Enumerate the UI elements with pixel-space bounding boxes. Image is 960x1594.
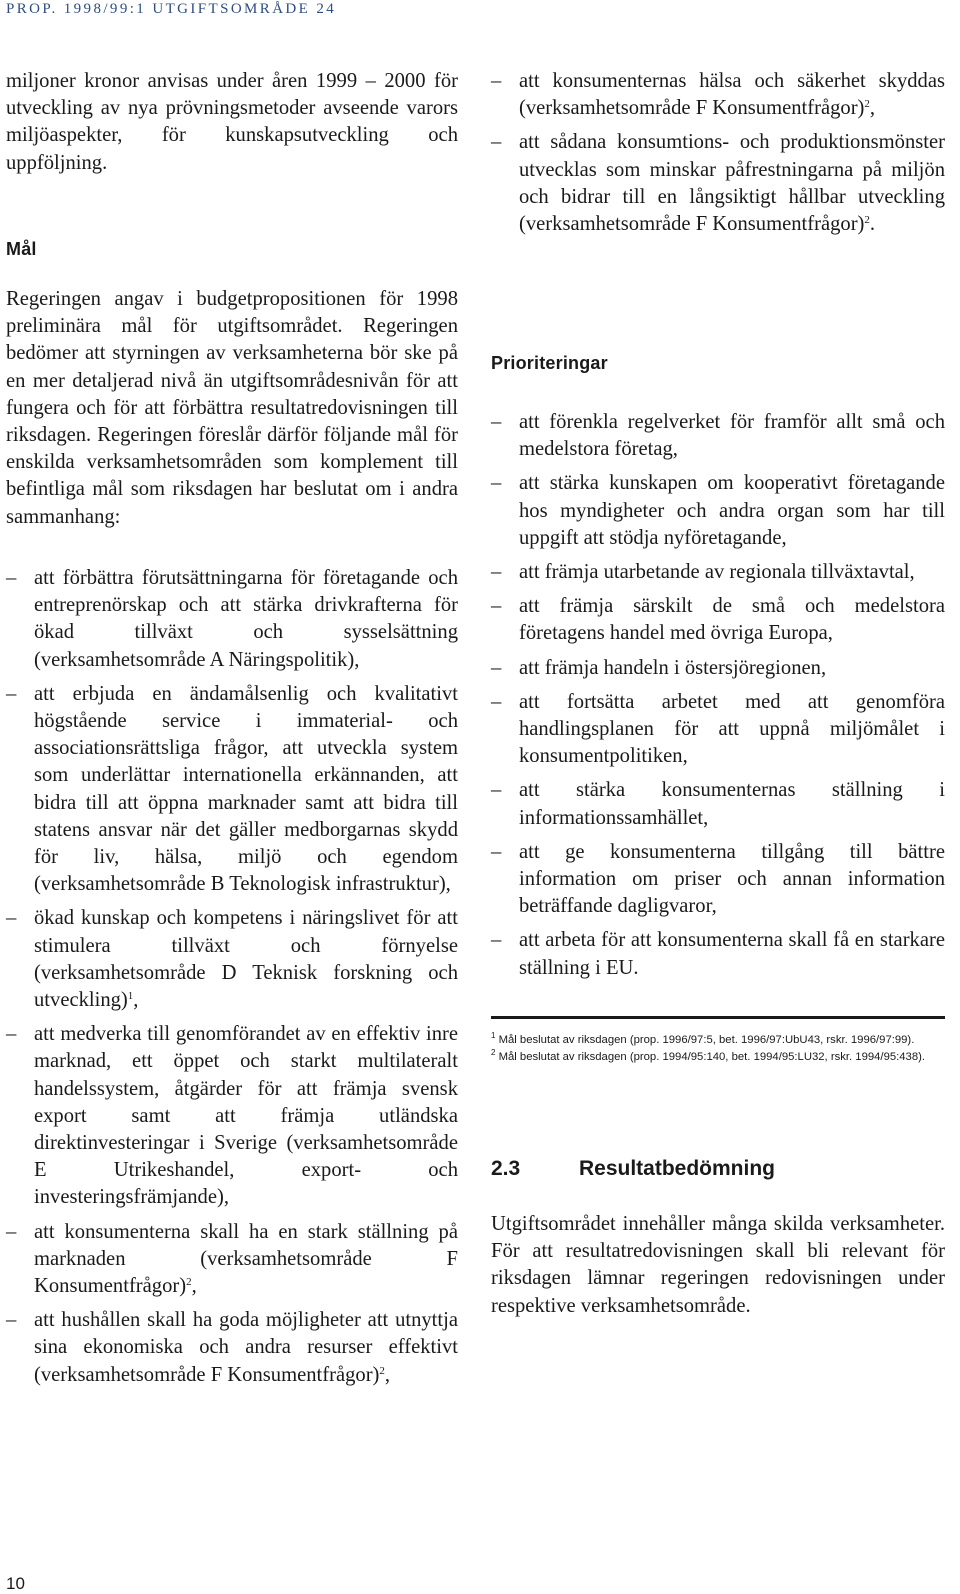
goal-item bbox=[491, 129, 945, 238]
goal-item bbox=[6, 1021, 458, 1211]
footnote-ref: 2 bbox=[186, 1276, 192, 1289]
goal-text: att förbättra förutsättningarna för företagande och entreprenörskap och att stärka drivkrafterna för ökad tillväxt och sysselsättning (verksamhetsområde A Näringspolitik), bbox=[34, 567, 458, 671]
goal-text: att hushållen skall ha goda möjligheter att utnyttja sina ekonomiska och andra resurser effektivt (verksamhetsområde F Konsumentfrågor) bbox=[34, 1309, 458, 1386]
footnote-mark: 1 bbox=[491, 1031, 496, 1040]
section-paragraph: Utgiftsområdet innehåller många skilda verksamheter. För att resultatredovisningen skall bli relevant för riksdagen lämnar regeringen redovisningen under respektive verksamhetsområde. bbox=[491, 1213, 945, 1317]
priority-item: – att stärka konsumenternas ställning i informationssamhället, bbox=[491, 777, 945, 831]
goal-punct: . bbox=[869, 213, 876, 236]
footnote-ref: 2 bbox=[864, 98, 870, 111]
footnote-ref: 1 bbox=[127, 990, 134, 1003]
goal-text: att erbjuda en ändamålsenlig och kvalitativt högstående service i immaterial- och associationsrättsliga frågor, att utveckla system som underlättar internationella erkännanden, att bidra till att öppna marknader samt att bidra till statens ansvar när det gäller medborgarnas skydd för liv, hälsa, miljö och egendom (verksamhetsområde B Teknologisk infrastruktur), bbox=[34, 682, 458, 896]
section-number: 2.3 bbox=[491, 1157, 521, 1180]
footnote-1 bbox=[491, 1032, 945, 1049]
goal-item bbox=[491, 68, 945, 122]
goals-list bbox=[6, 565, 458, 1389]
priority-item: – att stärka kunskapen om kooperativt företagande hos myndigheter och andra organ som har till uppgift att stödja nyföretagande, bbox=[491, 470, 945, 552]
footnote-mark: 2 bbox=[491, 1048, 496, 1057]
goal-item bbox=[6, 1307, 458, 1389]
section-heading bbox=[491, 1155, 775, 1182]
priority-item: – att främja handeln i östersjöregionen, bbox=[491, 655, 945, 682]
priority-item: – att fortsätta arbetet med att genomföra handlingsplanen för att uppnå miljömålet i konsumentpolitiken, bbox=[491, 689, 945, 771]
page-number: 10 bbox=[6, 1574, 25, 1593]
footnote-2 bbox=[491, 1049, 945, 1066]
priority-item: – att arbeta för att konsumenterna skall få en starkare ställning i EU. bbox=[491, 927, 945, 981]
footnote-ref: 2 bbox=[379, 1364, 385, 1377]
footnote-divider bbox=[491, 1016, 945, 1019]
priority-item: – att ge konsumenterna tillgång till bättre information om priser och annan information beträffande dagligvaror, bbox=[491, 839, 945, 921]
footnote-ref: 2 bbox=[864, 214, 870, 227]
goal-item bbox=[6, 905, 458, 1014]
goal-punct: , bbox=[384, 1363, 391, 1386]
goal-punct: , bbox=[191, 1275, 197, 1298]
priorities-list bbox=[491, 409, 945, 982]
goal-text: att konsumenterna skall ha en stark ställning på marknaden (verksamhetsområde F Konsumentfrågor) bbox=[34, 1220, 458, 1298]
goal-punct: , bbox=[869, 97, 876, 120]
footnotes bbox=[491, 1032, 945, 1066]
priority-item: – att förenkla regelverket för framför allt små och medelstora företag, bbox=[491, 409, 945, 463]
goal-punct: , bbox=[133, 989, 139, 1012]
intro-paragraph: miljoner kronor anvisas under åren 1999 – 2000 för utveckling av nya prövningsmetoder avseende varors miljöaspekter, för kunskapsutveckling och uppföljning. bbox=[6, 70, 458, 174]
footnote-text: Mål beslutat av riksdagen (prop. 1996/97:5, bet. 1996/97:UbU43, rskr. 1996/97:99). bbox=[498, 1034, 915, 1046]
goals-continued-list bbox=[491, 68, 945, 238]
footnote-text: Mål beslutat av riksdagen (prop. 1994/95:140, bet. 1994/95:LU32, rskr. 1994/95:438). bbox=[498, 1051, 926, 1063]
priority-item: – att främja utarbetande av regionala tillväxtavtal, bbox=[491, 559, 945, 586]
goal-item bbox=[6, 1219, 458, 1301]
priority-item: – att främja särskilt de små och medelstora företagens handel med övriga Europa, bbox=[491, 593, 945, 647]
goal-item bbox=[6, 565, 458, 674]
running-header: PROP. 1998/99:1 UTGIFTSOMRÅDE 24 bbox=[6, 1, 337, 17]
goal-text: att konsumenternas hälsa och säkerhet skyddas (verksamhetsområde F Konsumentfrågor) bbox=[519, 70, 945, 120]
goal-text: ökad kunskap och kompetens i näringslivet för att stimulera tillväxt och förnyelse (verksamhetsområde D Teknisk forskning och utveckling) bbox=[34, 907, 458, 1012]
heading-prioriteringar: Prioriteringar bbox=[491, 353, 608, 373]
mal-paragraph: Regeringen angav i budgetpropositionen för 1998 preliminära mål för utgiftsområdet. Regeringen bedömer att styrningen av verksamheterna bör ske på en mer detaljerad nivå än utgiftsområdesnivån för att fungera och för att förbättra resultatredovisningen till riksdagen. Regeringen föreslår därför följande mål för enskilda verksamhetsområden som komplement till befintliga mål som riksdagen har beslutat om i andra sammanhang: bbox=[6, 288, 458, 528]
goal-item bbox=[6, 681, 458, 899]
section-title: Resultatbedömning bbox=[579, 1157, 776, 1180]
heading-mal: Mål bbox=[6, 239, 37, 259]
goal-text: att sådana konsumtions- och produktionsmönster utvecklas som minskar påfrestningarna på miljön och bidrar till en långsiktigt hållbar utveckling (verksamhetsområde F Konsumentfrågor) bbox=[519, 131, 945, 236]
goal-text: att medverka till genomförandet av en effektiv inre marknad, ett öppet och starkt multilateralt handelssystem, åtgärder för att främja svensk export samt att främja utländska direktinvesteringar i Sverige (verksamhetsområde E Utrikeshandel, export- och investeringsfrämjande), bbox=[34, 1023, 458, 1209]
